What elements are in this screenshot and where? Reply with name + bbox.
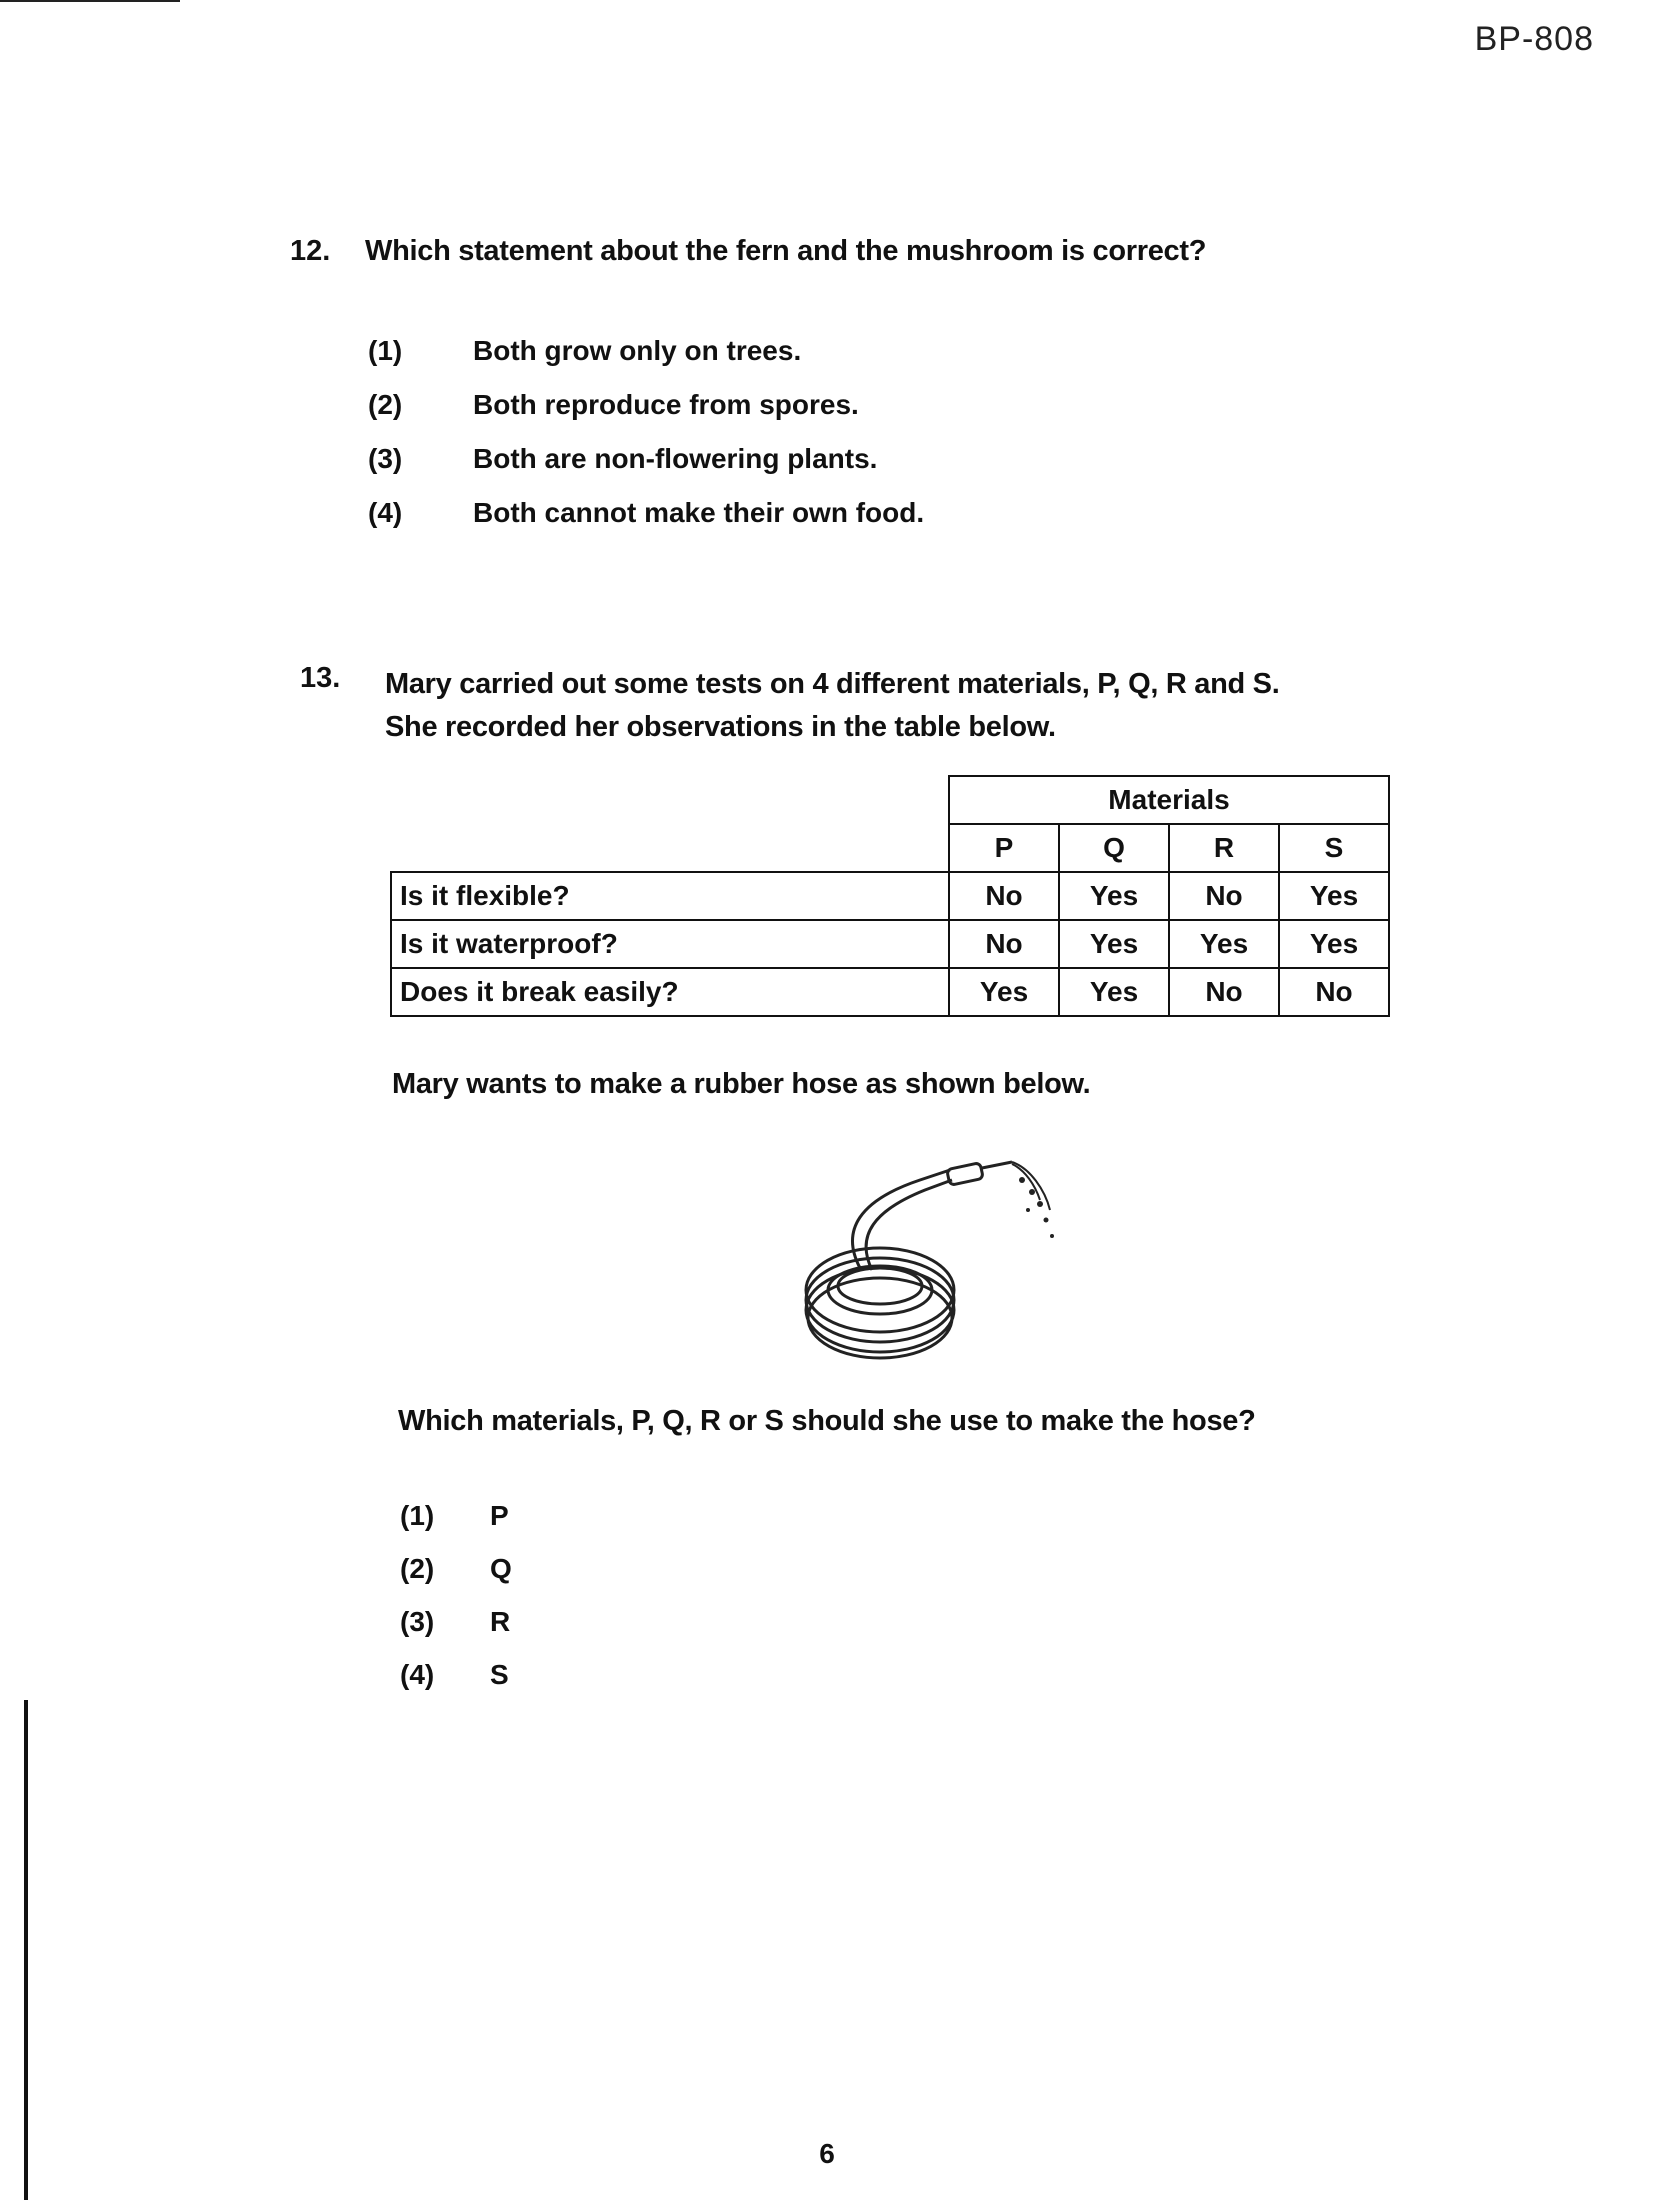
option-number: (3)	[368, 443, 403, 474]
option-number: (2)	[368, 389, 403, 420]
top-rule	[0, 0, 180, 2]
table-header-group-row	[391, 776, 1389, 824]
option-text: Both grow only on trees.	[473, 335, 802, 366]
q13-option-3[interactable]	[400, 1606, 510, 1638]
table-header-row	[391, 824, 1389, 872]
q12-option-2[interactable]	[368, 389, 859, 421]
q13-option-4[interactable]	[400, 1659, 509, 1691]
table-row	[391, 968, 1389, 1016]
q12-text: Which statement about the fern and the mushroom is correct?	[365, 235, 1207, 267]
q12-option-4[interactable]	[368, 497, 924, 529]
table-cell: Yes	[949, 968, 1059, 1016]
option-text: Both are non-flowering plants.	[473, 443, 878, 474]
option-number: (1)	[400, 1500, 435, 1531]
option-number: (4)	[400, 1659, 435, 1690]
page-number: 6	[819, 2138, 835, 2169]
column-header-r: R	[1169, 824, 1279, 872]
option-number: (3)	[400, 1606, 435, 1637]
q12-number: 12.	[290, 235, 331, 267]
table-cell: No	[949, 920, 1059, 968]
rubber-hose-illustration	[800, 1140, 1080, 1360]
q13-number: 13.	[300, 662, 341, 694]
table-row	[391, 872, 1389, 920]
q13-question: Which materials, P, Q, R or S should she use to make the hose?	[398, 1405, 1256, 1437]
table-row	[391, 920, 1389, 968]
table-cell: No	[949, 872, 1059, 920]
option-text: S	[490, 1659, 509, 1690]
table-cell: No	[1279, 968, 1389, 1016]
option-text: P	[490, 1500, 509, 1531]
table-cell: Yes	[1059, 920, 1169, 968]
column-header-s: S	[1279, 824, 1389, 872]
table-cell: Yes	[1279, 920, 1389, 968]
option-number: (2)	[400, 1553, 435, 1584]
paper-code: BP-808	[1474, 20, 1594, 58]
q13-text-line1: Mary carried out some tests on 4 different materials, P, Q, R and S.	[385, 668, 1280, 700]
table-cell: No	[1169, 872, 1279, 920]
observation-table	[390, 775, 1390, 1017]
table-cell: Yes	[1169, 920, 1279, 968]
option-number: (4)	[368, 497, 403, 528]
option-text: Both reproduce from spores.	[473, 389, 859, 420]
row-question: Is it flexible?	[391, 872, 949, 920]
option-text: R	[490, 1606, 511, 1637]
table-cell: Yes	[1279, 872, 1389, 920]
q13-text-line2: She recorded her observations in the table below.	[385, 711, 1056, 743]
q13-option-2[interactable]	[400, 1553, 512, 1585]
column-header-p: P	[949, 824, 1059, 872]
table-cell: Yes	[1059, 968, 1169, 1016]
q12-option-1[interactable]	[368, 335, 801, 367]
column-header-q: Q	[1059, 824, 1169, 872]
option-number: (1)	[368, 335, 403, 366]
hose-description: Mary wants to make a rubber hose as shown below.	[392, 1068, 1091, 1100]
table-cell: Yes	[1059, 872, 1169, 920]
option-text: Both cannot make their own food.	[473, 497, 925, 528]
row-question: Is it waterproof?	[391, 920, 949, 968]
left-margin-bar	[24, 1700, 28, 2200]
q13-option-1[interactable]	[400, 1500, 509, 1532]
table-cell: No	[1169, 968, 1279, 1016]
materials-header: Materials	[949, 776, 1389, 824]
option-text: Q	[490, 1553, 512, 1584]
row-question: Does it break easily?	[391, 968, 949, 1016]
q12-option-3[interactable]	[368, 443, 877, 475]
